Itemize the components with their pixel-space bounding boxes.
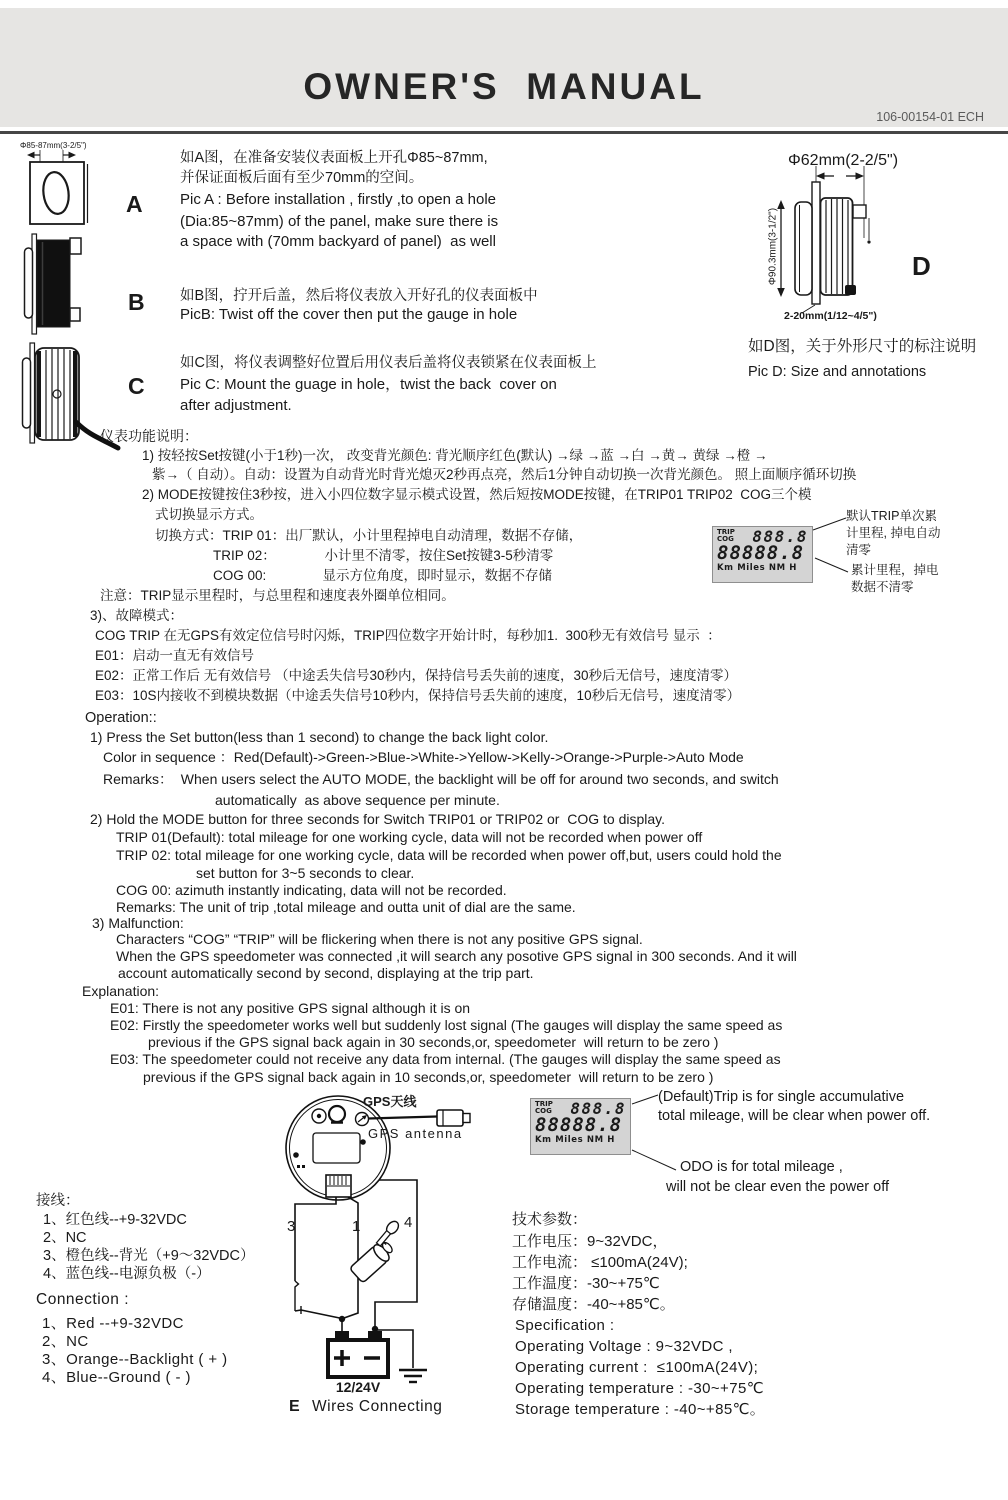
spec-en-item-4: Storage temperature : -40~+85℃。 [515,1401,766,1418]
malfunction-line1: Characters “COG” “TRIP” will be flickering when there is not any positive GPS signal. [116,931,643,947]
malfunction-heading: 3) Malfunction: [92,915,184,931]
operation-heading: Operation:: [85,710,157,726]
header-rule [0,131,1008,134]
pic-d-en-line: Pic D: Size and annotations [748,364,927,380]
operation-line8: set button for 3~5 seconds to clear. [196,865,415,881]
fault-e02: E02：正常工作后 无有效信号 （中途丢失信号30秒内，保持信号丢失前的速度，30秒后无信号，速度清零） [95,668,738,683]
connection-cn-item-4: 4、蓝色线--电源负极（-） [43,1266,211,1282]
explanation-heading: Explanation: [82,983,160,999]
fault-e01: E01：启动一直无有效信号 [95,648,255,663]
lcd2-note2-line1: ODO is for total mileage , [680,1159,843,1175]
explanation-e02-line1: E02: Firstly the speedometer works well but suddenly lost signal (The gauges will display the same speed as [110,1017,783,1033]
lcd2-note2-line2: will not be clear even the power off [666,1179,890,1195]
spec-cn-item-2: 工作电流： ≤100mA(24V); [512,1254,688,1271]
fault-heading: 3)、故障模式： [90,608,184,623]
pic-a-cn-line1: 如A图，在准备安装仪表面板上开孔Φ85~87mm, [180,150,488,166]
spec-en-heading: Specification : [515,1317,615,1334]
lcd2-odo-value: 88888.8 [535,1114,623,1136]
connection-cn-item-2: 2、NC [43,1230,87,1246]
pic-a-en-line3: a space with (70mm backyard of panel) as well [180,233,496,250]
pic-a-drawing [14,138,144,233]
operation-line9: COG 00: azimuth instantly indicating, data will not be recorded. [116,882,507,898]
operation-line2: Color in sequence ：Red(Default)->Green->Blue->White->Yellow->Kelly->Orange->Purple->Auto Mode [103,749,744,765]
lcd1-cog-flag: COG [717,535,734,543]
functions-line1: 1) 按轻按Set按键(小于1秒)一次， 改变背光颜色: 背光顺序红色(默认) →绿 →蓝 →白 →黄→ 黄绿 →橙 → [142,448,768,463]
doc-number: 106-00154-01 ECH [876,110,984,124]
pic-d-dim-bottom: 2-20mm(1/12~4/5") [784,310,877,322]
pic-a-letter: A [126,191,143,217]
battery-voltage-label: 12/24V [335,1379,381,1395]
pic-a-cn-line2: 并保证面板后面有至少70mm的空间。 [180,170,424,186]
pic-c-en-line2: after adjustment. [180,397,292,414]
lcd2-note1-line2: total mileage, will be clear when power off. [658,1108,931,1124]
connection-en-item-3: 3、Orange--Backlight ( + ) [42,1351,228,1368]
wire-label-3: 3 [287,1218,296,1235]
spec-cn-item-4: 存储温度：-40~+85℃。 [512,1296,675,1313]
lcd2-units: Km Miles NM H [535,1135,615,1145]
pic-a-en-line1: Pic A : Before installation , firstly ,to open a hole [180,191,497,208]
operation-line6: TRIP 01(Default): total mileage for one working cycle, data will not be recorded when power off [116,829,703,845]
explanation-e01: E01: There is not any positive GPS signal although it is on [110,1000,471,1016]
functions-line4: 式切换显示方式。 [155,507,263,522]
wires-connecting-caption: Wires Connecting [312,1398,443,1415]
operation-line7: TRIP 02: total mileage for one working cycle, data will be recorded when power off,but, users could hold the [116,847,782,863]
functions-heading: 仪表功能说明： [100,428,198,444]
lcd1-note1-line2: 计里程, 掉电自动 [846,526,941,540]
spec-cn-item-1: 工作电压：9~32VDC， [512,1233,668,1250]
functions-line7: COG 00: 显示方位角度，即时显示，数据不存储 [213,568,553,583]
explanation-e03-line1: E03: The speedometer could not receive any data from internal. (The gauges will display the same speed as [110,1051,781,1067]
operation-line4: automatically as above sequence per minute. [215,792,500,808]
lcd1-note2-line1: 累计里程，掉电 [851,563,939,577]
lcd1-odo-value: 88888.8 [717,542,805,564]
lcd1-trip-flag: TRIP [717,528,735,536]
connection-cn-heading: 接线： [36,1193,80,1209]
pic-b-letter: B [128,289,145,315]
wires-connecting-caption-letter: E [289,1398,300,1415]
operation-line1: 1) Press the Set button(less than 1 second) to change the back light color. [90,729,549,745]
connection-en-item-1: 1、Red --+9-32VDC [42,1315,184,1332]
spec-en-item-3: Operating temperature : -30~+75℃ [515,1380,764,1397]
fault-e03: E03：10S内接收不到模块数据（中途丢失信号10秒内，保持信号丢失前的速度，10秒后无信号，速度清零） [95,688,741,703]
spec-en-item-1: Operating Voltage : 9~32VDC , [515,1338,733,1355]
lcd1-units: Km Miles NM H [717,563,797,573]
lcd2-cog-flag: COG [535,1107,552,1115]
connection-en-heading: Connection : [36,1291,130,1308]
lcd1-trip-value: 888.8 [752,527,808,546]
malfunction-line2: When the GPS speedometer was connected ,it will search any posotive GPS signal in 300 seconds. And it will [116,948,797,964]
pic-c-letter: C [128,373,145,399]
pic-b-drawing [20,232,140,337]
lcd2-trip-value: 888.8 [570,1099,626,1118]
lcd2-trip-flag: TRIP [535,1100,553,1108]
lcd1-note2-line2: 数据不清零 [851,580,914,594]
lcd1-note1-line1: 默认TRIP单次累 [846,509,937,523]
wire-label-4: 4 [404,1214,413,1231]
pic-b-cn-line: 如B图，拧开后盖，然后将仪表放入开好孔的仪表面板中 [180,288,538,304]
lcd1-note1-line3: 清零 [846,543,872,557]
connection-cn-item-1: 1、红色线--+9-32VDC [43,1212,187,1228]
pic-c-en-line1: Pic C: Mount the guage in hole，twist the back cover on [180,376,557,393]
operation-line5: 2) Hold the MODE button for three seconds for Switch TRIP01 or TRIP02 or COG to display. [90,811,666,827]
functions-line5: 切换方式：TRIP 01：出厂默认，小计里程掉电自动清理，数据不存储， [155,528,583,543]
gps-antenna-label-cn: GPS天线 [363,1094,417,1109]
spec-cn-item-3: 工作温度：-30~+75℃ [512,1275,660,1292]
explanation-e03-line2: previous if the GPS signal back again in 10 seconds,or, speedometer will return to be zero ) [143,1069,714,1085]
pic-c-cn-line: 如C图，将仪表调整好位置后用仪表后盖将仪表锁紧在仪表面板上 [180,355,597,371]
explanation-e02-line2: previous if the GPS signal back again in 30 seconds,or, speedometer will return to be zero ) [148,1034,719,1050]
pic-d-cn-line: 如D图，关于外形尺寸的标注说明 [748,338,977,355]
wire-label-1: 1 [352,1218,361,1235]
pic-d-dim-left: Φ90.3mm(3-1/2") [767,207,779,286]
lcd-display-2 [530,1098,631,1155]
functions-line3: 2) MODE按键按住3秒按，进入小四位数字显示模式设置，然后短按MODE按键，在TRIP01 TRIP02 COG三个模 [142,487,812,502]
pic-b-en-line: PicB: Twist off the cover then put the gauge in hole [180,306,518,323]
fault-line: COG TRIP 在无GPS有效定位信号时闪烁，TRIP四位数字开始计时，每秒加1. 300秒无有效信号 显示 ： [95,628,721,643]
functions-line2: 紫→（ 自动）。自动：设置为自动背光时背光熄灭2秒再点亮，然后1分钟自动切换一次背光颜色。 照上面顺序循环切换 [152,467,857,482]
page-title: OWNER'S MANUAL [303,66,705,107]
operation-line10: Remarks: The unit of trip ,total mileage and outta unit of dial are the same. [116,899,576,915]
operation-line3: Remarks： When users select the AUTO MODE, the backlight will be off for around two seconds, and switch [103,771,779,787]
spec-en-item-2: Operating current : ≤100mA(24V); [515,1359,759,1376]
pic-d-dim-top: Φ62mm(2-2/5") [788,152,899,169]
spec-cn-heading: 技术参数： [512,1211,588,1228]
pic-a-dim-label: Φ85-87mm(3-2/5") [20,141,87,150]
functions-line6: TRIP 02： 小计里不清零，按住Set按键3-5秒清零 [213,548,554,563]
gps-antenna-label-en: GPS antenna [368,1126,463,1141]
malfunction-line3: account automatically second by second, displaying at the trip part. [118,965,534,981]
connection-en-item-2: 2、NC [42,1333,89,1350]
functions-note: 注意：TRIP显示里程时，与总里程和速度表外圈单位相同。 [100,588,455,603]
pic-d-letter: D [912,251,931,281]
lcd-display-1 [712,526,813,583]
pic-a-en-line2: (Dia:85~87mm) of the panel, make sure there is [180,213,499,230]
connection-cn-item-3: 3、橙色线--背光（+9～32VDC） [43,1248,255,1264]
lcd2-note1-line1: (Default)Trip is for single accumulative [658,1089,905,1105]
connection-en-item-4: 4、Blue--Ground ( - ) [42,1369,191,1386]
